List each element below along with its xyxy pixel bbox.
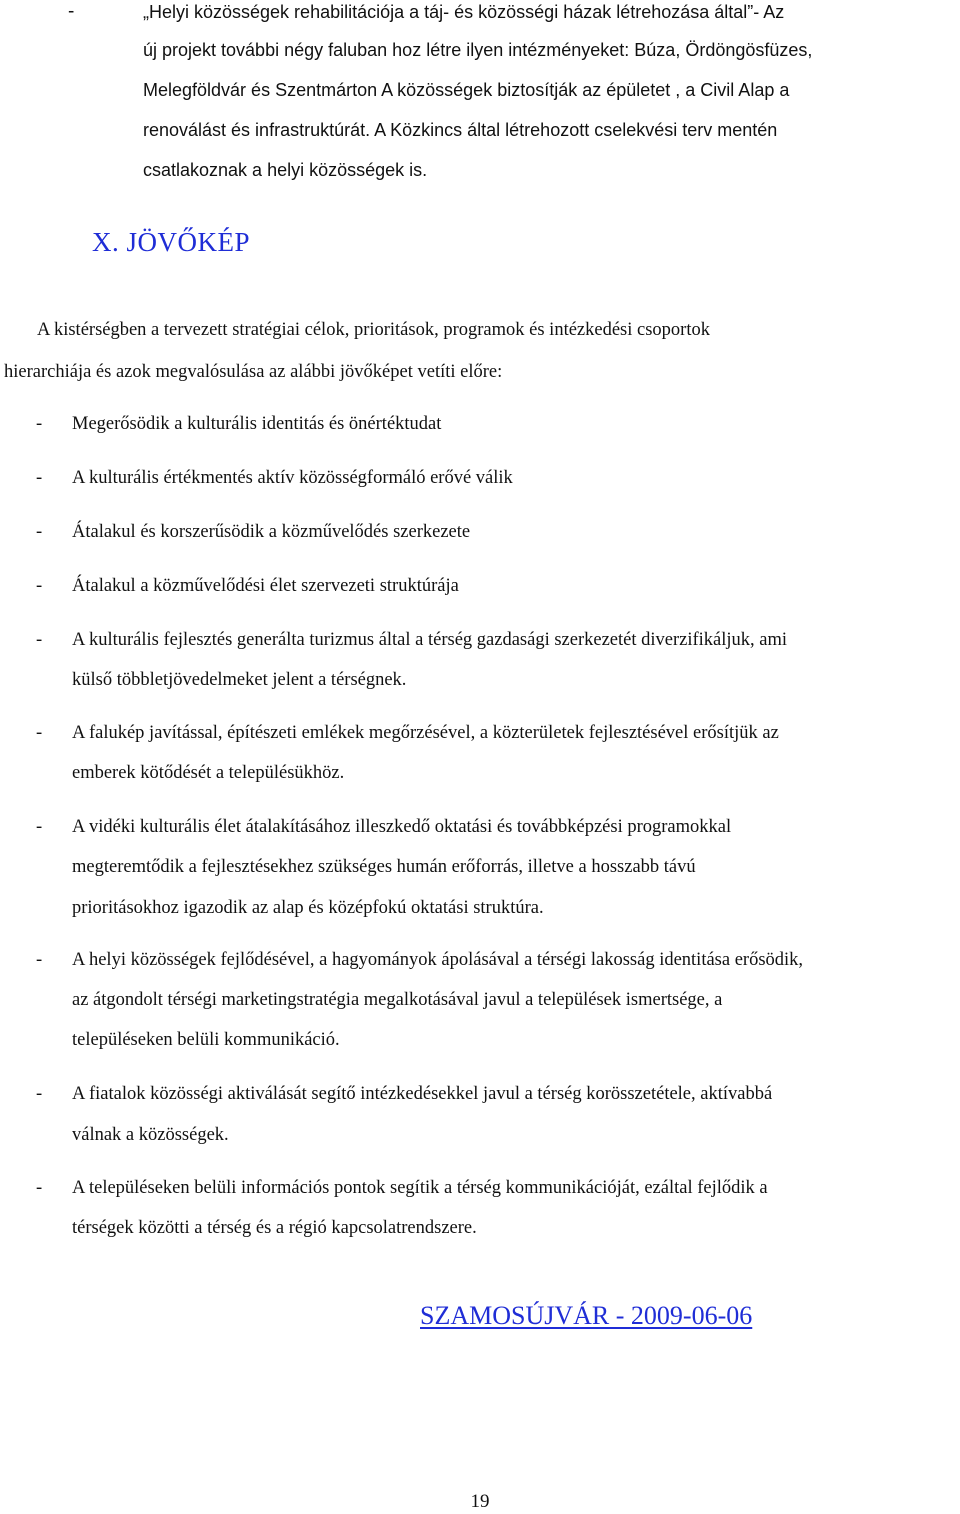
bullet-dash: - — [36, 576, 43, 596]
paragraph-line: A kistérségben a tervezett stratégiai célok, prioritások, programok és intézkedési csoportok — [37, 320, 710, 340]
bullet-text: Átalakul a közművelődési élet szervezeti struktúrája — [72, 576, 459, 596]
intro-line: Melegföldvár és Szentmárton A közösségek biztosítják az épületet , a Civil Alap a — [143, 80, 790, 100]
bullet-text: A vidéki kulturális élet átalakításához illeszkedő oktatási és továbbképzési programokkal — [72, 817, 732, 837]
bullet-dash: - — [36, 522, 43, 542]
intro-line: új projekt további négy faluban hoz létre ilyen intézményeket: Búza, Ördöngösfüzes, — [143, 40, 813, 60]
bullet-dash: - — [36, 723, 43, 743]
bullet-text: megteremtődik a fejlesztésekhez szükséges humán erőforrás, illetve a hosszabb távú — [72, 857, 696, 877]
bullet-dash: - — [36, 817, 43, 837]
bullet-text: az átgondolt térségi marketingstratégia megalkotásával javul a települések ismertsége, a — [72, 990, 723, 1010]
bullet-text: külső többletjövedelmeket jelent a térségnek. — [72, 670, 407, 690]
page-number: 19 — [470, 1491, 490, 1512]
intro-line: csatlakoznak a helyi közösségek is. — [143, 160, 428, 180]
place-date-signature: SZAMOSÚJVÁR - 2009-06-06 — [420, 1301, 753, 1330]
bullet-text: térségek közötti a térség és a régió kapcsolatrendszere. — [72, 1218, 477, 1238]
bullet-dash: - — [36, 414, 43, 434]
bullet-text: Átalakul és korszerűsödik a közművelődés szerkezete — [72, 522, 471, 542]
intro-line: „Helyi közösségek rehabilitációja a táj- és közösségi házak létrehozása által”- Az — [143, 2, 785, 22]
intro-dash: - — [68, 1, 75, 22]
bullet-dash: - — [36, 1084, 43, 1104]
intro-line: renoválást és infrastruktúrát. A Közkincs által létrehozott cselekvési terv mentén — [143, 120, 778, 140]
bullet-dash: - — [36, 1178, 43, 1198]
bullet-text: válnak a közösségek. — [72, 1125, 229, 1145]
bullet-text: A kulturális fejlesztés generálta turizmus által a térség gazdasági szerkezetét diverzifikáljuk, ami — [72, 630, 788, 650]
bullet-text: településeken belüli kommunikáció. — [72, 1030, 340, 1050]
bullet-text: emberek kötődését a településükhöz. — [72, 763, 345, 783]
bullet-text: A fiatalok közösségi aktiválását segítő intézkedésekkel javul a térség korösszetétele, aktívabbá — [72, 1084, 773, 1104]
bullet-text: Megerősödik a kulturális identitás és önértéktudat — [72, 414, 442, 434]
bullet-dash: - — [36, 950, 43, 970]
section-title: X. JÖVŐKÉP — [92, 227, 251, 257]
bullet-text: A kulturális értékmentés aktív közösségformáló erővé válik — [72, 468, 513, 488]
bullet-text: A falukép javítással, építészeti emlékek megőrzésével, a közterületek fejlesztésével erősítjük az — [72, 723, 779, 743]
bullet-text: A településeken belüli információs pontok segítik a térség kommunikációját, ezáltal fejlődik a — [72, 1178, 768, 1198]
bullet-dash: - — [36, 630, 43, 650]
bullet-text: A helyi közösségek fejlődésével, a hagyományok ápolásával a térségi lakosság identitása erősödik, — [72, 950, 804, 970]
bullet-text: prioritásokhoz igazodik az alap és középfokú oktatási struktúra. — [72, 898, 544, 918]
paragraph-line: hierarchiája és azok megvalósulása az alábbi jövőképet vetíti előre: — [4, 362, 503, 382]
bullet-dash: - — [36, 468, 43, 488]
